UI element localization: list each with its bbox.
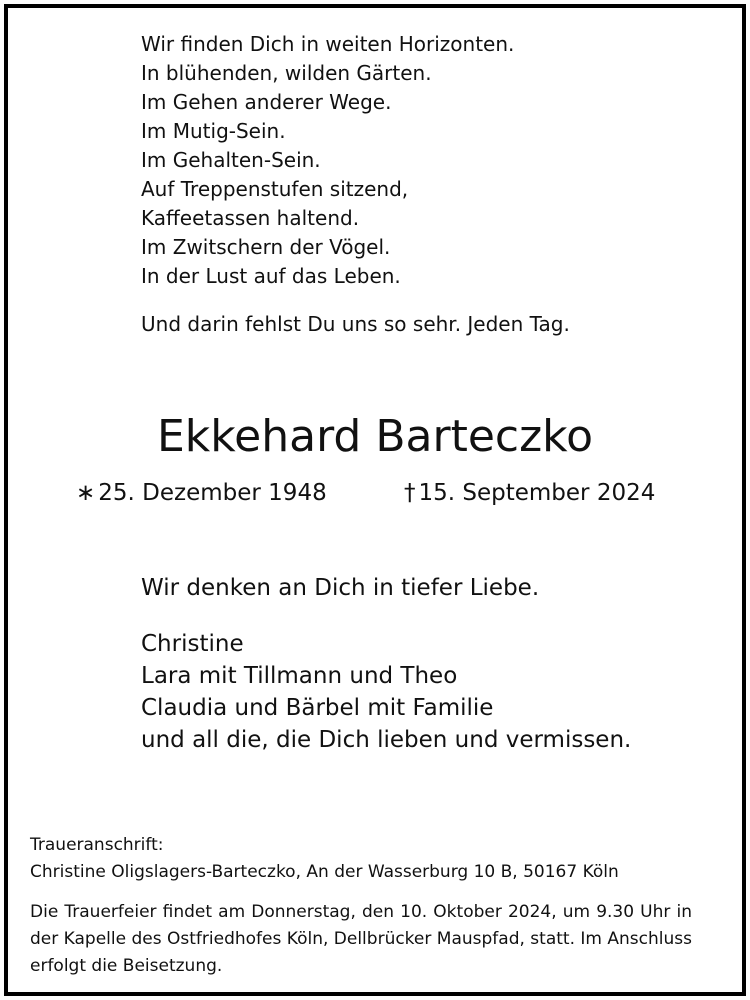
death-date: 15. September 2024 [418,480,656,506]
tribute-line: Wir denken an Dich in tiefer Liebe. [141,575,540,601]
death-date-line [404,476,655,510]
poem-line: Wir finden Dich in weiten Horizonten. [141,32,515,56]
poem-line: Im Gehen anderer Wege. [141,90,392,114]
poem-line: Im Gehalten-Sein. [141,148,321,172]
poem-line: Auf Treppenstufen sitzend, [141,177,409,201]
birth-date-line [76,476,327,510]
poem-line: In blühenden, wilden Gärten. [141,61,432,85]
poem-line: In der Lust auf das Leben. [141,264,401,288]
mourner-line: Christine [141,631,244,657]
mourners-list [141,628,631,756]
poem-line: Im Mutig-Sein. [141,119,286,143]
mourner-line: Lara mit Tillmann und Theo [141,663,458,689]
address-label: Traueranschrift: [30,835,164,855]
ceremony-info: Die Trauerfeier findet am Donnerstag, den 10. Oktober 2024, um 9.30 Uhr in der Kapelle des Ostfriedhofes Köln, Dellbrücker Mauspfad, statt. Im Anschluss erfolgt die Beisetzung. [30,902,692,976]
birth-date: 25. Dezember 1948 [98,480,327,506]
address-text: Christine Oligslagers-Barteczko, An der Wasserburg 10 B, 50167 Köln [30,862,619,882]
poem [141,30,514,291]
deceased-name: Ekkehard Barteczko [156,411,594,462]
birth-star-icon: ∗ [76,480,96,506]
mourner-line: Claudia und Bärbel mit Familie [141,695,494,721]
poem-line: Im Zwitschern der Vögel. [141,235,391,259]
poem-line: Kaffeetassen haltend. [141,206,360,230]
poem-closing-line: Und darin fehlst Du uns so sehr. Jeden Tag. [141,312,570,336]
death-cross-icon: † [404,480,416,506]
mourner-line: und all die, die Dich lieben und vermissen. [141,727,632,753]
mourning-address [30,832,619,886]
